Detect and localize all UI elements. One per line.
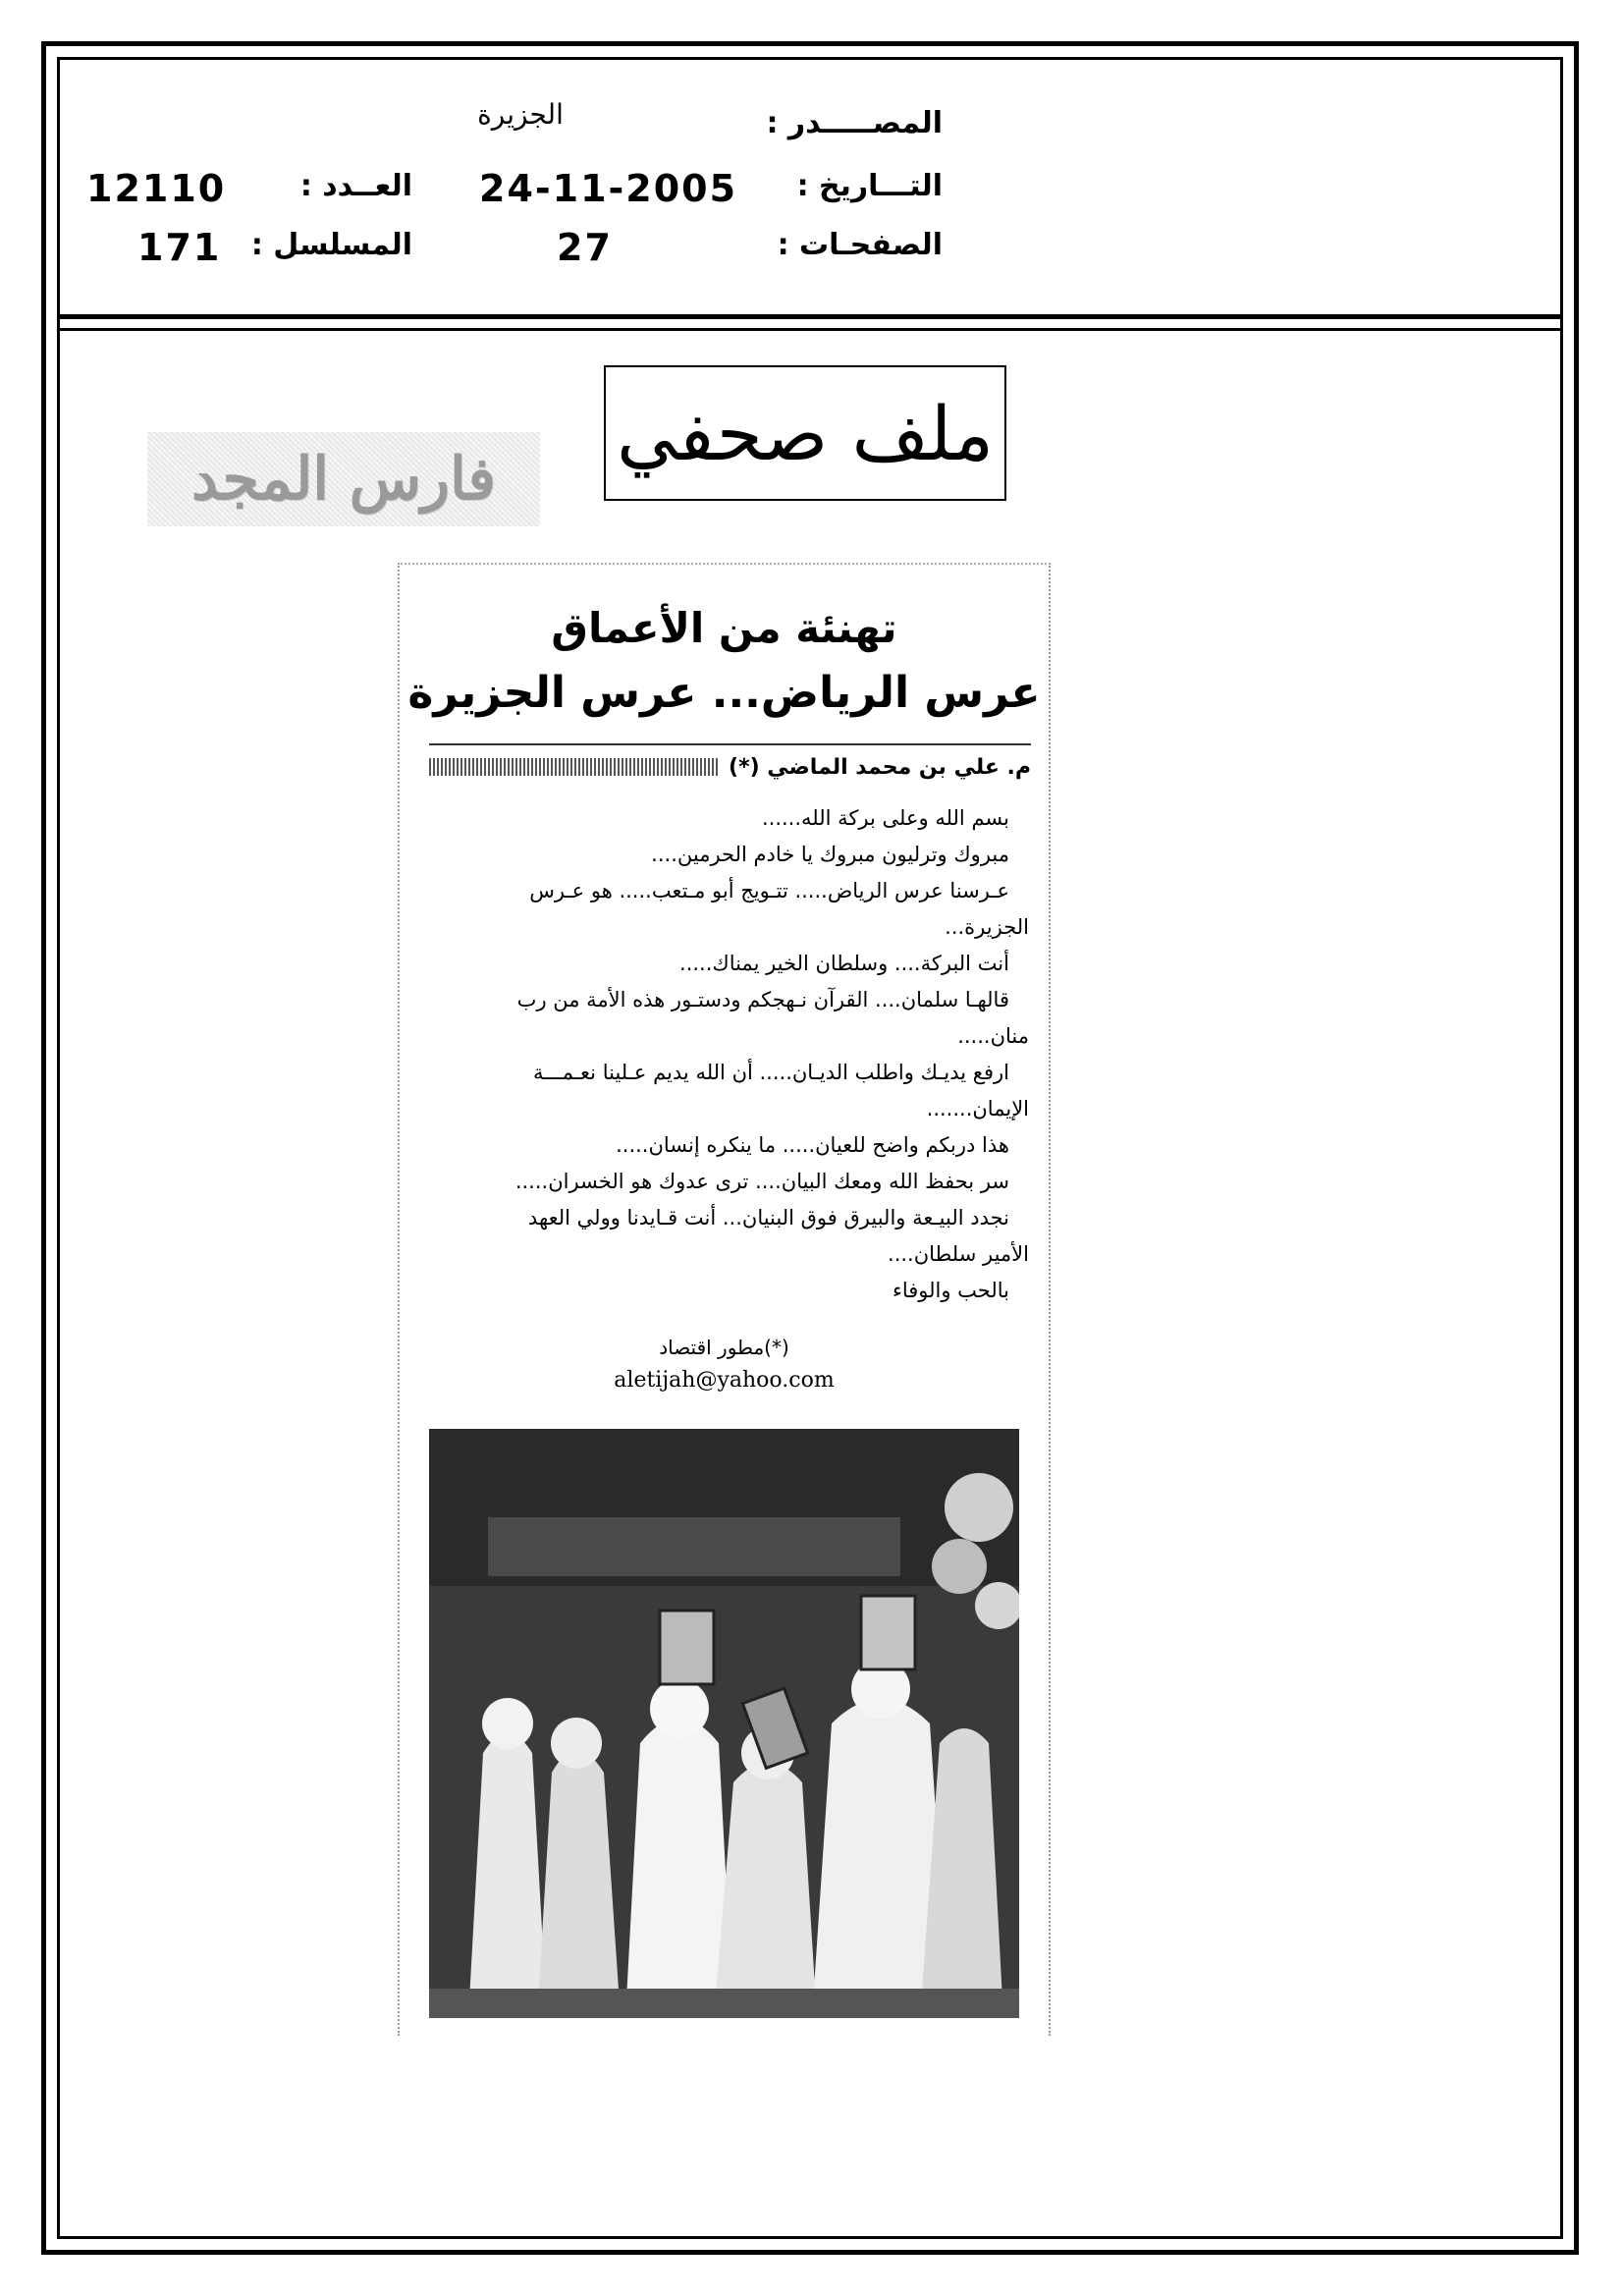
press-file-title: ملف صحفي (616, 389, 995, 477)
issue-label: العــدد : (299, 169, 412, 203)
pages-label: الصفحـات : (777, 228, 943, 262)
newspaper-clipping (398, 563, 1051, 2036)
author-byline: م. علي بن محمد الماضي (*) (729, 754, 1031, 780)
article-line: سر بحفظ الله ومعك البيان.... ترى عدوك هو الخسران..... (514, 1170, 1009, 1193)
issue-value: 12110 (86, 167, 227, 210)
press-file-title-box (604, 365, 1006, 501)
byline-pattern (429, 758, 719, 776)
article-line: هذا دربكم واضح للعيان..... ما ينكره إنسان..... (616, 1133, 1009, 1157)
article-photo (429, 1429, 1019, 2018)
serial-label: المسلسل : (250, 228, 412, 262)
article-line: عـرسنا عرس الرياض..... تتـويج أبو مـتعب..... هو عـرس (529, 879, 1009, 902)
stamp-graphic (147, 432, 540, 526)
article-body (423, 800, 1029, 1309)
article-line: منان..... (957, 1024, 1029, 1048)
celebration-photo (429, 1429, 1019, 2018)
article-line: الجزيرة... (945, 915, 1029, 939)
author-email: aletijah@yahoo.com (614, 1368, 835, 1393)
article-line: قالهـا سلمان.... القرآن نـهجكم ودستـور هذه الأمة من رب (516, 988, 1009, 1011)
header-divider (57, 314, 1563, 319)
headline-rule (429, 743, 1031, 745)
article-line: مبروك وترليون مبروك يا خادم الحرمين.... (651, 843, 1009, 866)
author-note: (*)مطور اقتصاد (659, 1336, 789, 1359)
article-line: بالحب والوفاء (892, 1279, 1009, 1302)
headline-primary: تهنئة من الأعماق (551, 604, 897, 652)
source-value: الجزيرة (477, 98, 564, 131)
headline-secondary: عرس الرياض... عرس الجزيرة (407, 668, 1041, 718)
serial-value: 171 (137, 226, 222, 269)
article-line: بسم الله وعلى بركة الله...... (761, 806, 1009, 830)
stamp-text: فارس المجد (191, 445, 496, 514)
date-label: التـــاريخ : (796, 169, 943, 203)
article-line: نجدد البيـعة والبيرق فوق البنيان... أنت قـايدنا وولي العهد (527, 1206, 1009, 1230)
header-divider-inner (57, 328, 1563, 331)
byline-bar (429, 751, 1031, 783)
article-line: الأمير سلطان.... (888, 1242, 1029, 1266)
pages-value: 27 (557, 226, 613, 269)
article-line: الإيمان....... (926, 1097, 1029, 1121)
source-label: المصـــــدر : (766, 106, 943, 140)
article-line: ارفع يديـك واطلب الديـان..... أن الله يديم عـلينا نعـمـــة (533, 1061, 1009, 1084)
article-line: أنت البركة.... وسلطان الخير يمناك..... (679, 952, 1009, 975)
date-value: 24-11-2005 (479, 167, 738, 210)
